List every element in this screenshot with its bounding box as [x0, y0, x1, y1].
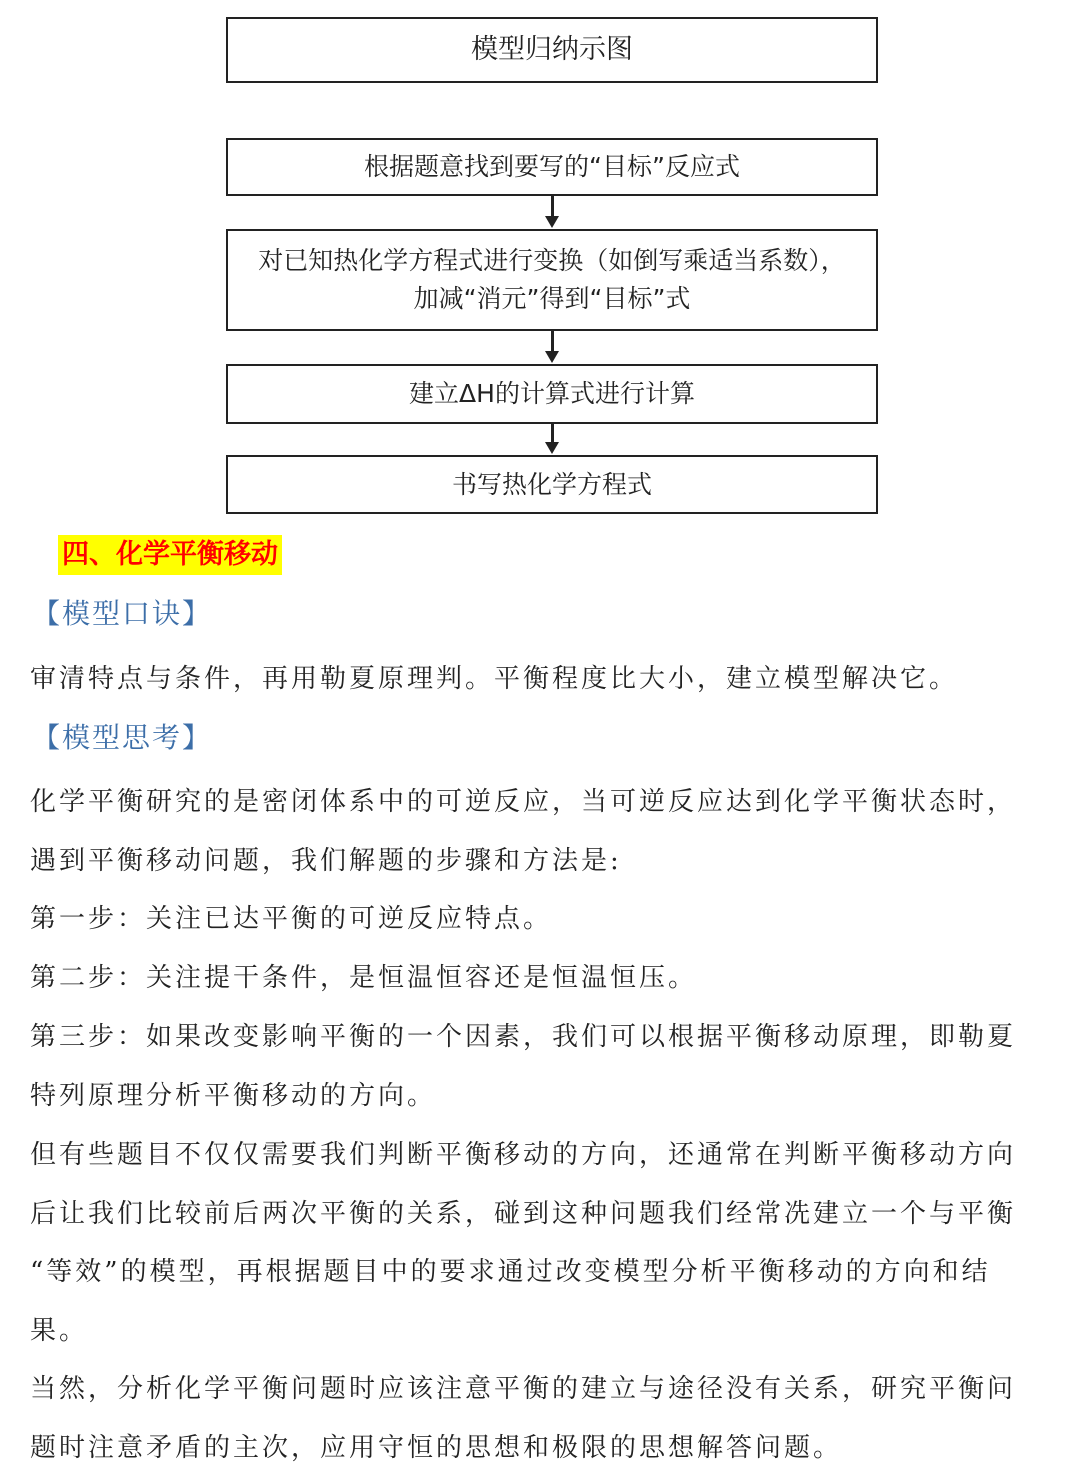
- paragraph-line: 当然，分析化学平衡问题时应该注意平衡的建立与途径没有关系，研究平衡问: [30, 1374, 1017, 1404]
- flow-step-4-text: 书写热化学方程式: [451, 469, 652, 499]
- flow-step-2-line-2: 加减“消元”得到“目标”式: [413, 284, 691, 313]
- paragraph-6: [30, 1360, 1060, 1477]
- rhyme-line: 审清特点与条件，再用勒夏原理判。平衡程度比大小，建立模型解决它。: [30, 664, 959, 694]
- paragraph-line: 第一步：关注已达平衡的可逆反应特点。: [30, 904, 553, 934]
- paragraph-line: 化学平衡研究的是密闭体系中的可逆反应，当可逆反应达到化学平衡状态时，: [30, 787, 1017, 817]
- section-heading: 四、化学平衡移动: [58, 535, 282, 575]
- paragraph-line: “等效”的模型，再根据题目中的要求通过改变模型分析平衡移动的方向和结: [30, 1257, 991, 1288]
- flow-step-3: [226, 364, 878, 424]
- paragraph-line: 但有些题目不仅仅需要我们判断平衡移动的方向，还通常在判断平衡移动方向: [30, 1140, 1017, 1170]
- flow-step-4: [226, 455, 878, 514]
- paragraph-2: [30, 890, 1060, 949]
- flow-step-2: [226, 229, 878, 331]
- paragraph-line: 题时注意矛盾的主次，应用守恒的思想和极限的思想解答问题。: [30, 1432, 843, 1463]
- paragraph-line: 特列原理分析平衡移动的方向。: [30, 1080, 437, 1111]
- diagram-title-box: [226, 17, 878, 83]
- flow-step-2-line-1: 对已知热化学方程式进行变换（如倒写乘适当系数），: [258, 246, 846, 275]
- paragraph-line: 果。: [30, 1315, 89, 1346]
- paragraph-line: 后让我们比较前后两次平衡的关系，碰到这种问题我们经常冼建立一个与平衡: [30, 1198, 1017, 1229]
- flow-step-1: [226, 138, 878, 196]
- thinking-label: 【模型思考】: [32, 721, 213, 754]
- rhyme-text: [30, 650, 1060, 709]
- paragraph-3: [30, 949, 1060, 1008]
- flow-step-3-text: 建立ΔH的计算式进行计算: [409, 379, 695, 408]
- paragraph-4: [30, 1008, 1060, 1125]
- paragraph-line: 第二步：关注提干条件，是恒温恒容还是恒温恒压。: [30, 963, 698, 993]
- paragraph-1: [30, 773, 1060, 890]
- diagram-title: 模型归纳示图: [471, 34, 633, 65]
- paragraph-line: 遇到平衡移动问题，我们解题的步骤和方法是:: [30, 845, 622, 876]
- rhyme-label: 【模型口诀】: [32, 597, 213, 630]
- paragraph-line: 第三步：如果改变影响平衡的一个因素，我们可以根据平衡移动原理，即勒夏: [30, 1022, 1017, 1052]
- flow-step-1-text: 根据题意找到要写的“目标”反应式: [364, 152, 740, 181]
- paragraph-5: [30, 1126, 1060, 1360]
